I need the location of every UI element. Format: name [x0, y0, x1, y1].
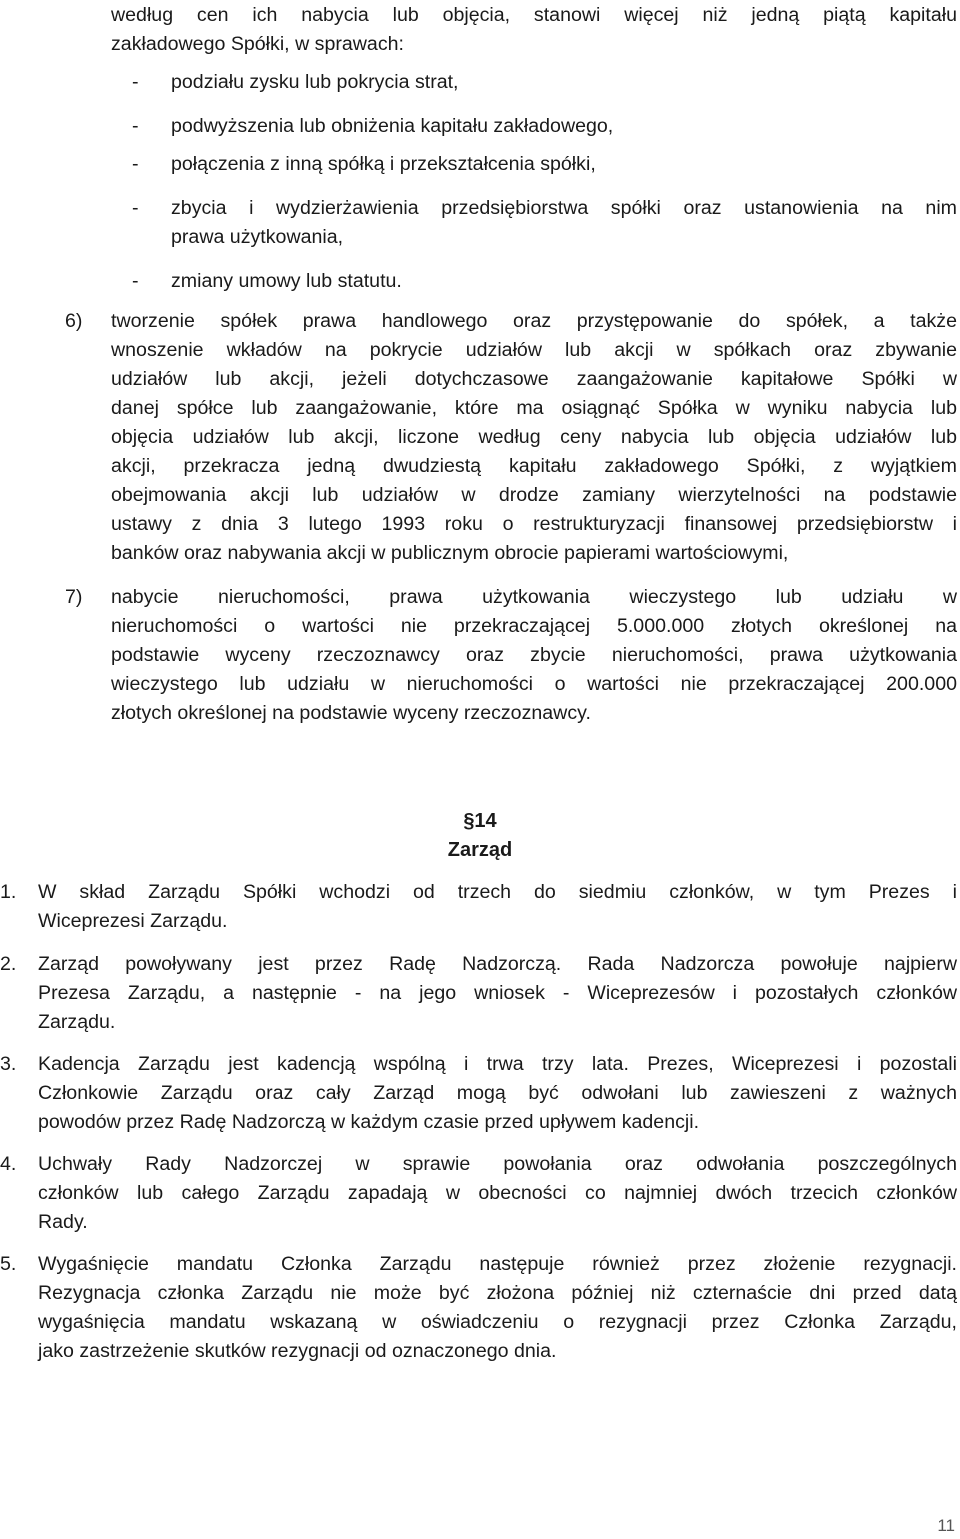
point-line: Rady.: [38, 1211, 88, 1233]
section-title: Zarząd: [447, 839, 513, 861]
point-number: 1.: [0, 881, 17, 903]
point-line: wieczystego lub udziału w nieruchomości o wartości nie przekraczającej 200.000: [111, 673, 957, 695]
point-line: objęcia udziałów lub akcji, liczone według ceny nabycia lub objęcia udziałów lub: [111, 426, 957, 448]
dash-item-text: połączenia z inną spółką i przekształcenia spółki,: [171, 153, 596, 175]
dash-marker: -: [132, 115, 139, 137]
intro-line: zakładowego Spółki, w sprawach:: [111, 33, 404, 55]
point-line: nieruchomości o wartości nie przekraczającej 5.000.000 złotych określonej na: [111, 615, 957, 637]
point-line: Rezygnacja członka Zarządu nie może być złożona później niż czternaście dni przed datą: [38, 1282, 957, 1304]
point-line: Wygaśnięcie mandatu Członka Zarządu następuje również przez złożenie rezygnacji.: [38, 1253, 957, 1275]
point-line: danej spółce lub zaangażowanie, które ma osiągnąć Spółka w wyniku nabycia lub: [111, 397, 957, 419]
dash-item-text: podwyższenia lub obniżenia kapitału zakładowego,: [171, 115, 614, 137]
dash-marker: -: [132, 270, 139, 292]
point-number: 5.: [0, 1253, 17, 1275]
point-line: obejmowania akcji lub udziałów w drodze zamiany wierzytelności na podstawie: [111, 484, 957, 506]
dash-item-text: podziału zysku lub pokrycia strat,: [171, 71, 459, 93]
dash-marker: -: [132, 197, 139, 219]
point-number: 2.: [0, 953, 17, 975]
point-line: wygaśnięcia mandatu wskazaną w oświadczeniu o rezygnacji przez Członka Zarządu,: [38, 1311, 957, 1333]
intro-line: według cen ich nabycia lub objęcia, stanowi więcej niż jedną piątą kapitału: [111, 4, 957, 26]
section-number: §14: [463, 810, 497, 832]
point-line: Zarządu.: [38, 1011, 116, 1033]
dash-item-text: zbycia i wydzierżawienia przedsiębiorstwa spółki oraz ustanowienia na nim: [171, 197, 957, 219]
point-line: Prezesa Zarządu, a następnie - na jego wniosek - Wiceprezesów i pozostałych członków: [38, 982, 957, 1004]
point-line: tworzenie spółek prawa handlowego oraz przystępowanie do spółek, a także: [111, 310, 957, 332]
point-line: Wiceprezesi Zarządu.: [38, 910, 228, 932]
point-line: jako zastrzeżenie skutków rezygnacji od oznaczonego dnia.: [38, 1340, 557, 1362]
point-line: banków oraz nabywania akcji w publicznym obrocie papierami wartościowymi,: [111, 542, 789, 564]
point-line: Członkowie Zarządu oraz cały Zarząd mogą być odwołani lub zawieszeni z ważnych: [38, 1082, 957, 1104]
point-number: 6): [65, 310, 83, 332]
point-line: W skład Zarządu Spółki wchodzi od trzech do siedmiu członków, w tym Prezes i: [38, 881, 957, 903]
dash-marker: -: [132, 71, 139, 93]
point-line: akcji, przekracza jedną dwudziestą kapitału zakładowego Spółki, z wyjątkiem: [111, 455, 957, 477]
point-line: podstawie wyceny rzeczoznawcy oraz zbycie nieruchomości, prawa użytkowania: [111, 644, 957, 666]
point-number: 3.: [0, 1053, 17, 1075]
point-line: Uchwały Rady Nadzorczej w sprawie powołania oraz odwołania poszczególnych: [38, 1153, 957, 1175]
page-number: 11: [937, 1516, 955, 1535]
dash-marker: -: [132, 153, 139, 175]
point-line: wnoszenie wkładów na pokrycie udziałów lub akcji w spółkach oraz zbywanie: [111, 339, 957, 361]
point-line: ustawy z dnia 3 lutego 1993 roku o restrukturyzacji finansowej przedsiębiorstw i: [111, 513, 957, 535]
point-line: powodów przez Radę Nadzorczą w każdym czasie przed upływem kadencji.: [38, 1111, 700, 1133]
point-line: złotych określonej na podstawie wyceny rzeczoznawcy.: [111, 702, 591, 724]
point-line: Zarząd powoływany jest przez Radę Nadzorczą. Rada Nadzorcza powołuje najpierw: [38, 953, 957, 975]
point-number: 7): [65, 586, 83, 608]
point-line: nabycie nieruchomości, prawa użytkowania wieczystego lub udziału w: [111, 586, 957, 608]
dash-item-text: zmiany umowy lub statutu.: [171, 270, 402, 292]
point-line: członków lub całego Zarządu zapadają w obecności co najmniej dwóch trzecich członków: [38, 1182, 957, 1204]
point-number: 4.: [0, 1153, 17, 1175]
point-line: udziałów lub akcji, jeżeli dotychczasowe zaangażowanie kapitałowe Spółki w: [111, 368, 957, 390]
dash-item-text: prawa użytkowania,: [171, 226, 344, 248]
point-line: Kadencja Zarządu jest kadencją wspólną i trwa trzy lata. Prezes, Wiceprezesi i pozostali: [38, 1053, 957, 1075]
